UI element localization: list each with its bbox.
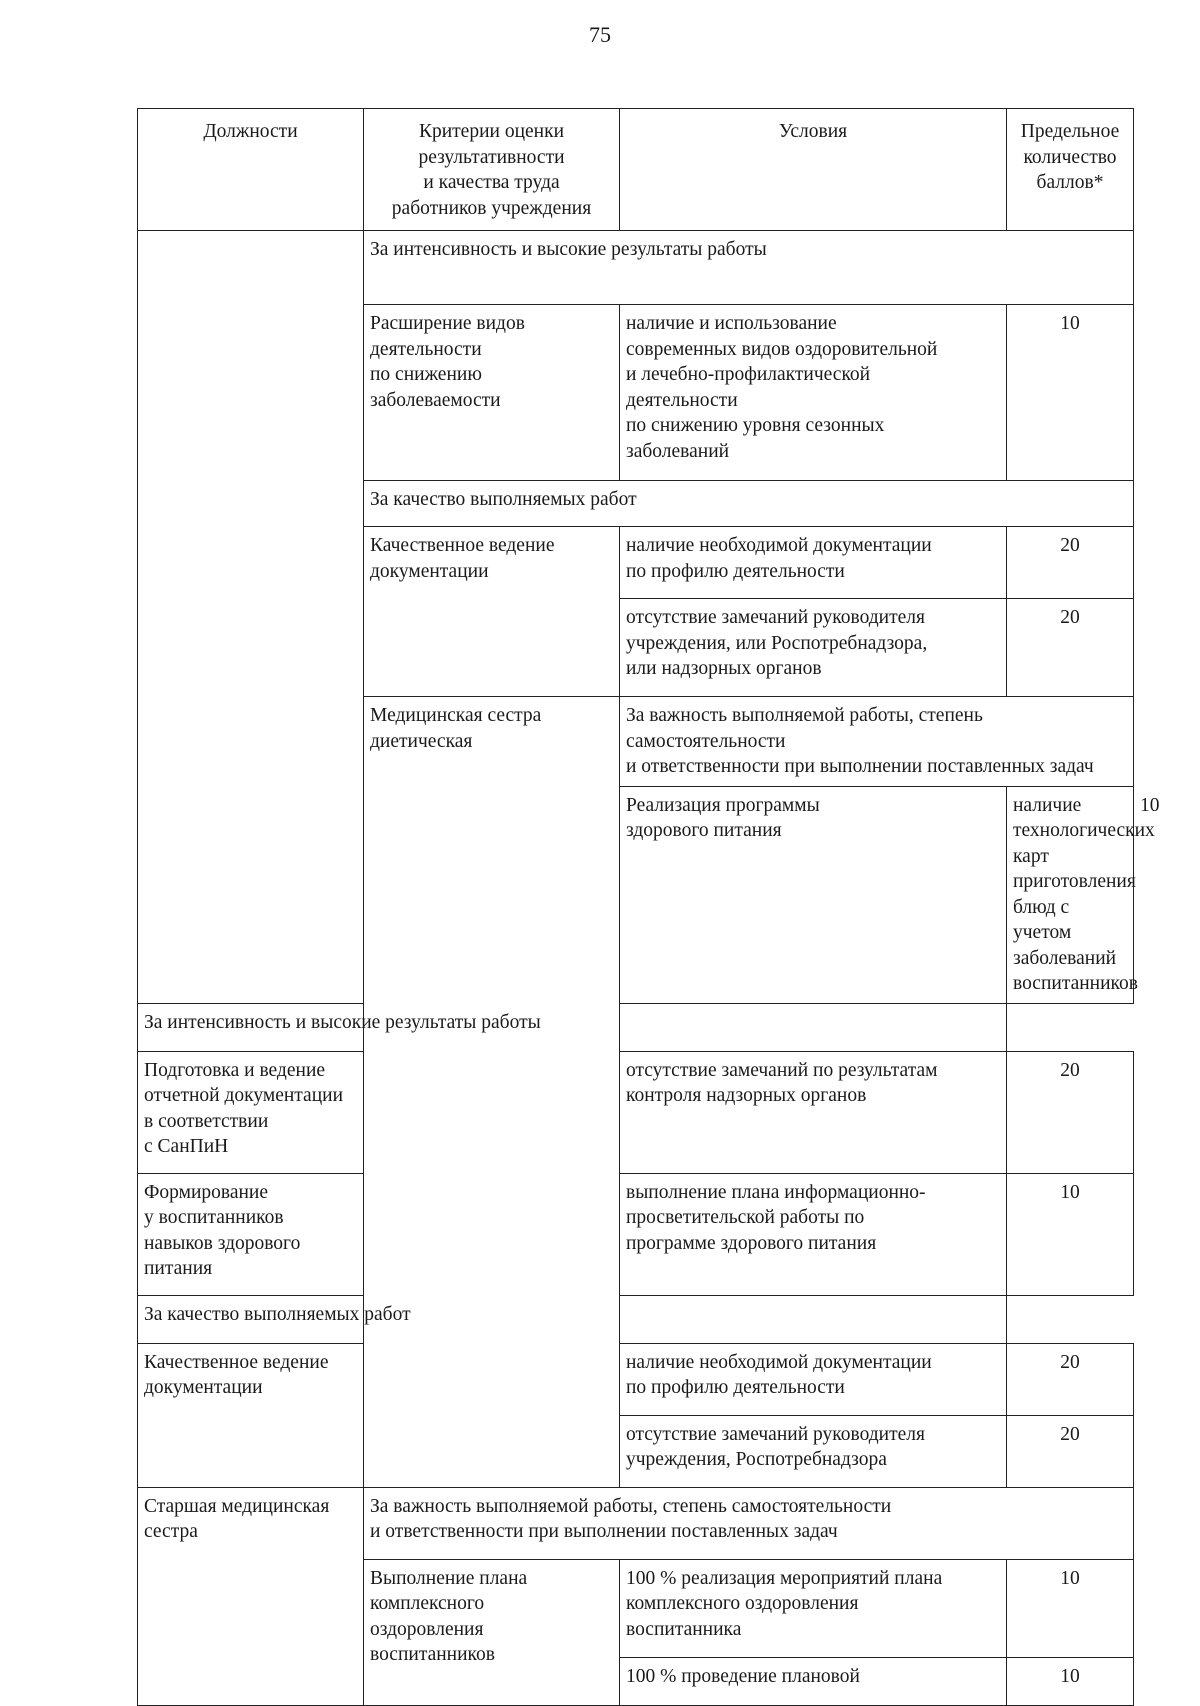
criterion-cell: Качественное ведение документации	[138, 1343, 364, 1487]
condition-cell: 100 % проведение плановой	[620, 1657, 1007, 1705]
condition-cell: отсутствие замечаний руководителя учреждения, или Роспотребнадзора, или надзорных органов	[620, 599, 1007, 697]
condition-cell: наличие технологических карт приготовления блюд с учетом заболеваний воспитанников	[1007, 786, 1134, 1003]
header-row	[138, 109, 1134, 231]
criteria-table	[137, 108, 1160, 1706]
points-cell: 10	[1007, 1657, 1134, 1705]
table-row	[138, 1003, 1134, 1051]
points-cell: 20	[1007, 1415, 1134, 1487]
table-row	[138, 231, 1134, 305]
position-cell: Медицинская сестра диетическая	[364, 697, 620, 1488]
table-row	[138, 1343, 1134, 1415]
condition-cell: наличие необходимой документации по профилю деятельности	[620, 527, 1007, 599]
points-cell: 20	[1007, 599, 1134, 697]
table-row: Реализация программы здорового питания наличие технологических карт приготовления блюд с учетом заболеваний воспитанников 10	[138, 786, 1134, 1003]
section-heading: За интенсивность и высокие результаты работы	[138, 1003, 1007, 1051]
criterion-cell: Расширение видов деятельности по снижению заболеваемости	[364, 305, 620, 481]
criterion-cell: Формирование у воспитанников навыков здорового питания	[138, 1173, 364, 1295]
position-cell: Старшая медицинская сестра	[138, 1487, 364, 1705]
points-cell: 20	[1007, 527, 1134, 599]
table-row	[138, 1173, 1134, 1295]
header-points: Предельное количество баллов*	[1007, 109, 1134, 231]
points-cell: 10	[1007, 1173, 1134, 1295]
table-row	[138, 1487, 1134, 1559]
points-cell: 20	[1007, 1051, 1134, 1173]
condition-cell: наличие необходимой документации по профилю деятельности	[620, 1343, 1007, 1415]
points-cell: 20	[1007, 1343, 1134, 1415]
section-heading: За качество выполняемых работ	[138, 1295, 1007, 1343]
criterion-cell: Выполнение плана комплексного оздоровления воспитанников	[364, 1559, 620, 1705]
condition-cell: отсутствие замечаний руководителя учреждения, Роспотребнадзора	[620, 1415, 1007, 1487]
section-heading: За важность выполняемой работы, степень самостоятельности и ответственности при выполнении поставленных задач	[364, 1487, 1134, 1559]
criterion-cell: Подготовка и ведение отчетной документации в соответствии с СанПиН	[138, 1051, 364, 1173]
condition-cell: выполнение плана информационно- просветительской работы по программе здорового питания	[620, 1173, 1007, 1295]
table-row	[138, 1051, 1134, 1173]
criterion-cell: Реализация программы здорового питания	[620, 786, 1007, 1003]
condition-cell: 100 % реализация мероприятий плана комплексного оздоровления воспитанника	[620, 1559, 1007, 1657]
table-row	[138, 1295, 1134, 1343]
section-heading: За важность выполняемой работы, степень самостоятельности и ответственности при выполнении поставленных задач	[620, 697, 1134, 787]
points-cell: 10	[1007, 1559, 1134, 1657]
header-conditions: Условия	[620, 109, 1007, 231]
page-number: 75	[589, 22, 611, 47]
condition-cell: наличие и использование современных видов оздоровительной и лечебно-профилактической деятельности по снижению уровня сезонных заболеваний	[620, 305, 1007, 481]
header-criteria: Критерии оценки результативности и качества труда работников учреждения	[364, 109, 620, 231]
section-heading: За качество выполняемых работ	[364, 481, 1134, 527]
points-cell: 10	[1007, 305, 1134, 481]
header-position: Должности	[138, 109, 364, 231]
condition-cell: отсутствие замечаний по результатам контроля надзорных органов	[620, 1051, 1007, 1173]
section-heading: За интенсивность и высокие результаты работы	[364, 231, 1134, 305]
criterion-cell: Качественное ведение документации	[364, 527, 620, 697]
position-cell	[138, 231, 364, 1004]
table-body	[138, 231, 1160, 1706]
